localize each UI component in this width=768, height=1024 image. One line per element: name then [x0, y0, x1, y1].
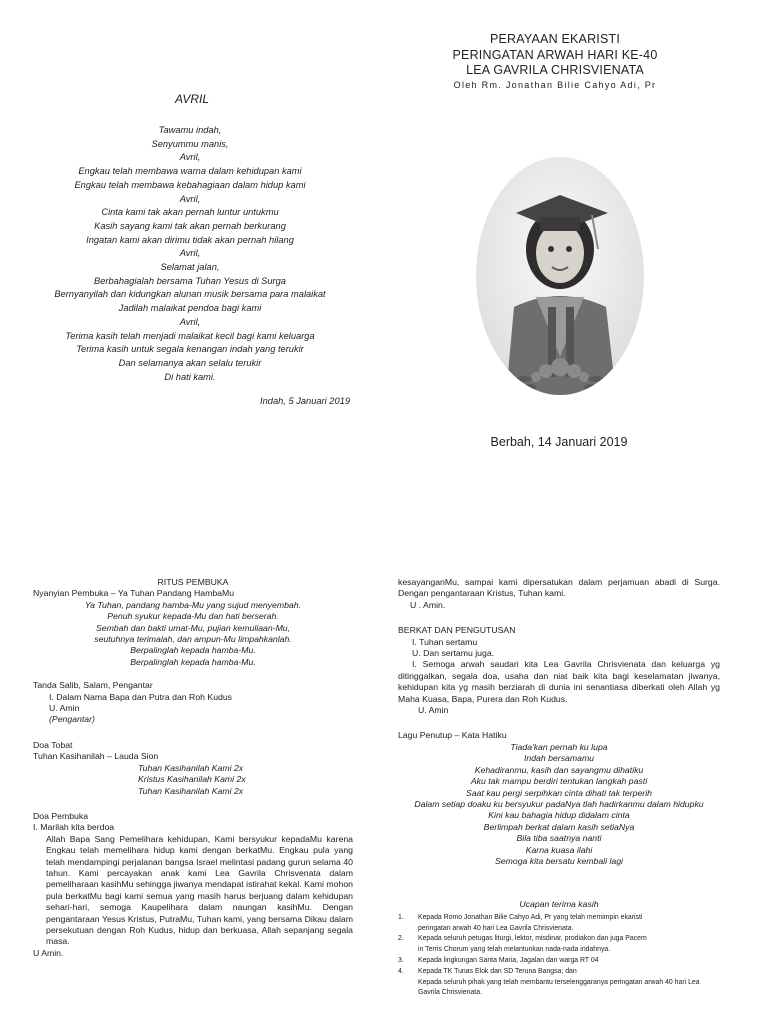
poem-line: Jadilah malaikat pendoa bagi kami [118, 303, 262, 314]
berkat-u: U. Amin [418, 705, 449, 716]
berkat-body: I. Semoga arwah saudari kita Lea Gavrila Chrisvienata dan keluarga yg ditinggalkan, segala doa, usaha dan niat baik kita bagi keselamatan jiwanya, kehidupan kita yg masih berziarah di dunia ini senantiasa diberkati oleh Allah yg Maha Kuasa, Bapa, Purera dan Roh Kudus. [398, 659, 720, 704]
thanks-text-line: Kepada Romo Jonathan Bilie Cahyo Adi, Pr yang telah memimpin ekaristi [418, 913, 643, 921]
kyrie-lyrics [33, 763, 353, 797]
closing-prayer-cont: kesayanganMu, sampai kami dipersatukan dalam perjamuan abadi di Surga. Dengan pengantaraan Kristus, Tuhan kami. [398, 577, 720, 599]
kyrie-line: Kristus Kasihanilah Kami 2x [138, 774, 246, 785]
song-line: Karna kuasa ilahi [525, 844, 593, 855]
poem-signature: Indah, 5 Januari 2019 [260, 396, 350, 407]
byline: Oleh Rm. Jonathan Bilie Cahyo Adi, Pr [453, 79, 657, 90]
song-line: Indah bersamamu [523, 753, 595, 764]
song-line: Saat kau pergi serpihkan cinta dihati tak terperih [466, 787, 652, 798]
song-line: Dalam setiap doaku ku bersyukur padaNya tlah hadirkanmu dalam hidupku [414, 798, 704, 809]
ritus-heading: RITUS PEMBUKA [157, 577, 229, 587]
song-line: Bila tiba saatnya nanti [516, 833, 602, 844]
song-line: Penuh syukur kepada-Mu dan hati berserah. [107, 611, 279, 622]
left-column [33, 577, 353, 959]
closing-song-title: Lagu Penutup – Kata Hatiku [398, 730, 507, 741]
kyrie-line: Tuhan Kasihanilah Kami 2x [138, 785, 244, 796]
kyrie-line: Tuhan Kasihanilah Kami 2x [138, 762, 244, 773]
thanks-item [398, 934, 720, 956]
thanks-text-line: Kepada seluruh petugas liturgi, lektor, misdinar, prodiakon dan juga Pacem [418, 935, 647, 943]
poem-line: Tawamu indah, [158, 125, 222, 135]
thanks-text-line: Kepada TK Tunas Elok dan SD Teruna Bangsa; dan [418, 967, 577, 975]
thanks-text-line: Kepada seluruh pihak yang telah membantu terselenggaranya peringatan arwah 40 hari Lea Gavrila Chrisvienata. [418, 978, 700, 997]
sign-note: (Pengantar) [49, 714, 95, 725]
thanks-item [398, 956, 720, 967]
pembuka-title: Doa Pembuka [33, 810, 89, 821]
sign-u: U. Amin [49, 703, 80, 714]
thanks-text [418, 967, 720, 999]
poem-line: Cinta kami tak akan pernah luntur untukmu [101, 207, 279, 218]
poem-line: Avril, [179, 316, 201, 327]
poem-line: Senyummu manis, [151, 138, 229, 149]
poem-line: Terima kasih untuk segala kenangan indah yang terukir [76, 344, 304, 355]
poem-line: Kasih sayang kami tak akan pernah berkurang [94, 220, 286, 231]
song-line: seutuhnya terimalah, dan ampun-Mu limpahkanlah. [94, 634, 292, 645]
thanks-text [418, 913, 642, 935]
portrait-image [476, 157, 644, 395]
poem-line: Engkau telah membawa warna dalam kehidupan kami [78, 166, 302, 177]
thanks-title: Ucapan terima kasih [519, 899, 599, 910]
berkat-line-1: I. Tuhan sertamu [412, 636, 478, 647]
song-line: Berpalinglah kepada hamba-Mu. [130, 656, 256, 667]
closing-song-lyrics [398, 742, 720, 867]
poem-line: Dan selamanya akan selalu terukir [118, 357, 262, 368]
thanks-list [398, 913, 720, 999]
thanks-text-line: peringatan arwah 40 hari Lea Gavrila Chrisvienata. [418, 924, 574, 932]
song-line: Ya Tuhan, pandang hamba-Mu yang sujud menyembah. [84, 599, 302, 610]
sign-i: I. Dalam Nama Bapa dan Putra dan Roh Kudus [49, 691, 233, 702]
poem-title: AVRIL [175, 92, 210, 106]
poem-line: Engkau telah membawa kebahagiaan dalam hidup kami [74, 179, 306, 190]
poem-line: Avril, [179, 193, 201, 204]
thanks-text-line: in Terris Chorum yang telah melantunkan nada-nada indahnya. [418, 946, 611, 954]
opening-song-lyrics [33, 600, 353, 668]
date-place: Berbah, 14 Januari 2019 [490, 435, 628, 449]
thanks-number: 1. [398, 913, 404, 921]
thanks-text [418, 956, 599, 967]
right-column [398, 577, 720, 999]
opening-song-title: Nyanyian Pembuka – Ya Tuhan Pandang HambaMu [33, 588, 235, 599]
poem-line: Terima kasih telah menjadi malaikat kecil bagi kami keluarga [65, 330, 315, 341]
song-line: Semoga kita bersatu kembali lagi [495, 855, 623, 866]
poem-line: Avril, [179, 152, 201, 163]
cont-u: U . Amin. [410, 599, 446, 610]
title-line-2: PERINGATAN ARWAH HARI KE-40 [452, 47, 658, 62]
thanks-item [398, 967, 720, 999]
poem-body [30, 124, 350, 384]
song-line: Berlimpah berkat dalam kasih setiaNya [483, 821, 635, 832]
poem-line: Bernyanyilah dan kidungkan alunan musik bersama para malaikat [54, 289, 326, 300]
berkat-line-2: U. Dan sertamu juga. [412, 648, 495, 659]
thanks-text-line: Kepada lingkungan Santa Maria, Jagalan dan warga RT 04 [418, 956, 599, 964]
thanks-item [398, 913, 720, 935]
song-line: Sembah dan bakti umat-Mu, pujian kemuliaan-Mu, [95, 622, 291, 633]
poem-section [30, 92, 350, 406]
pembuka-i: I. Marilah kita berdoa [33, 822, 115, 833]
poem-line: Berbahagialah bersama Tuhan Yesus di Surga [94, 275, 286, 286]
song-line: Aku tak mampu berdiri tentukan langkah pasti [470, 776, 648, 787]
song-line: Kini kau bahagia hidup didalam cinta [488, 810, 630, 821]
song-line: Kehadiranmu, kasih dan sayangmu dihatiku [474, 764, 644, 775]
pembuka-u: U Amin. [33, 947, 64, 958]
song-line: Tiada'kan pernah ku lupa [510, 741, 608, 752]
sign-title: Tanda Salib, Salam, Pengantar [33, 680, 153, 691]
title-block [400, 32, 710, 90]
tobat-title: Doa Tobat [33, 739, 73, 750]
poem-line: Selamat jalan, [160, 262, 220, 273]
kyrie-title: Tuhan Kasihanilah – Lauda Sion [33, 751, 159, 762]
pembuka-body: Allah Bapa Sang Pemelihara kehidupan, Kami bersyukur kepadaMu karena Engkau telah memelihara hidup kami dengan berkatMu. Engkau pula yang telah mendampingi perjalanan bangsa Israel melintasi padang gurun selama 40 tahun. Kami percayakan anak kami Lea Gavrila Chrisvenata dalam pemeliharaan kasihMu sehingga jiwanya mendapat istirahat kekal. Kami mohon pula berkatMu bagi kami semua yang masih harus berjuang dalam kehidupan sehari-hari, semoga Kaupelihara dalam naungan kasihMu. Dengan pengantaraan Yesus Kristus, PutraMu, Tuhan kami, yang bersama Dikau dalam persekutuan dengan Roh Kudus, hidup dan berkuasa, Allah sepanjang segala masa. [46, 833, 353, 947]
thanks-text [418, 934, 647, 956]
memorial-photo [476, 157, 644, 395]
poem-line: Avril, [179, 248, 201, 259]
poem-line: Ingatan kami akan dirimu tidak akan pernah hilang [86, 234, 294, 245]
thanks-number: 3. [398, 956, 404, 964]
poem-line: Di hati kami. [164, 371, 216, 382]
song-line: Berpalinglah kepada hamba-Mu. [130, 645, 256, 656]
berkat-title: BERKAT DAN PENGUTUSAN [398, 625, 516, 636]
thanks-number: 4. [398, 967, 404, 975]
title-line-1: PERAYAAN EKARISTI [489, 32, 621, 46]
thanks-number: 2. [398, 935, 404, 943]
title-line-3: LEA GAVRILA CHRISVIENATA [466, 63, 644, 77]
